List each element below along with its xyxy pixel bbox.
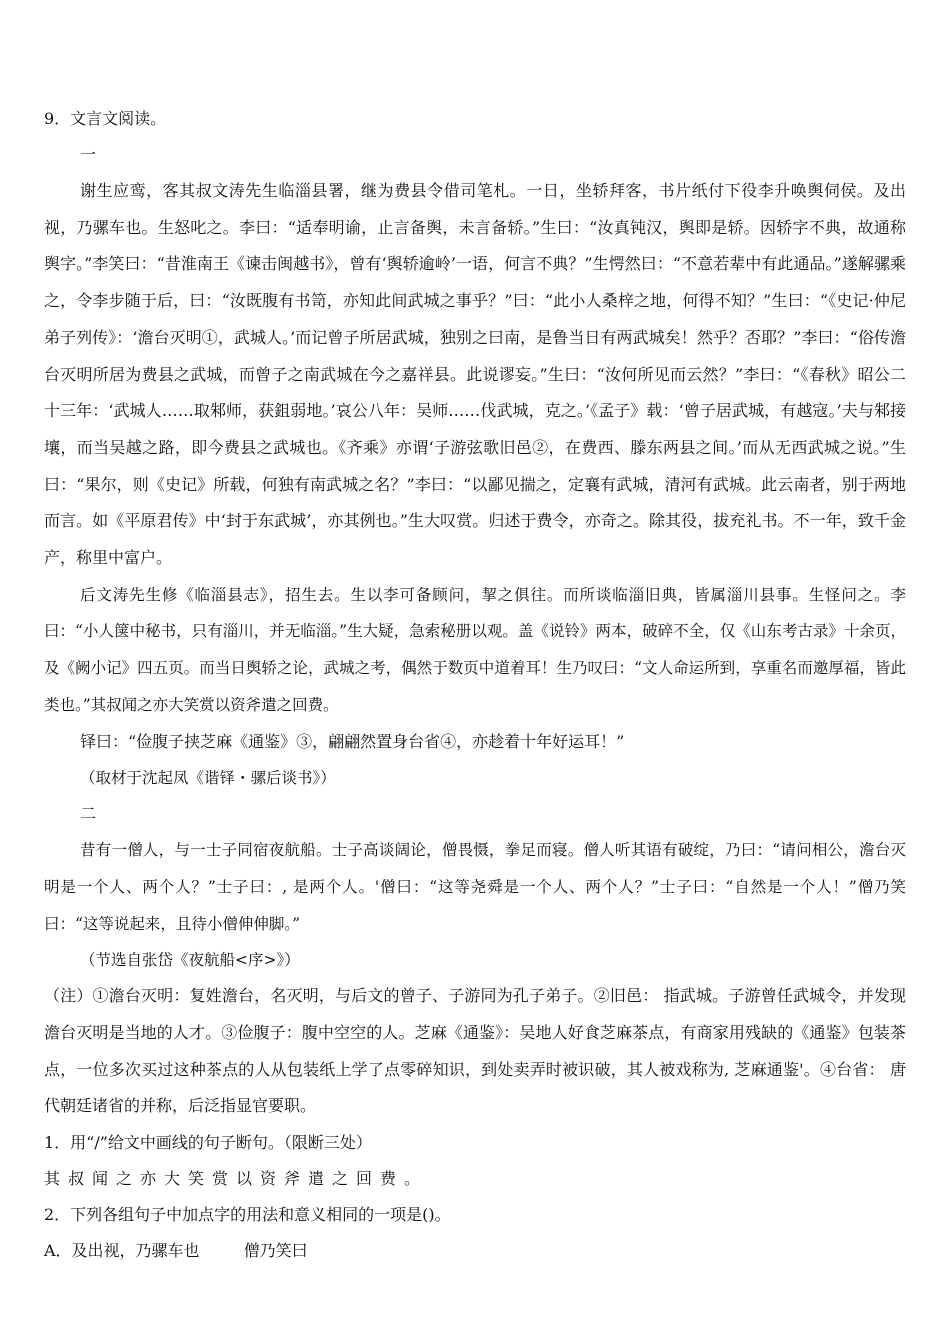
sub-question-1-sentence: 其叔闻之亦大笑赏以资斧遣之回费。 (44, 1169, 429, 1189)
option-a-first-sentence: A．及出视，乃骡车也 (44, 1241, 200, 1261)
part-two-marker: 二 (80, 804, 97, 824)
sub-question-1-prompt: 1．用“/”给文中画线的句子断句。（限断三处） (44, 1133, 372, 1153)
passage-one-paragraph-3: 铎曰：“俭腹子挟芝麻《通鉴》③，翩翩然置身台省④，亦趁着十年好运耳！” (80, 731, 625, 751)
passage-one-source: （取材于沈起凤《谐铎・骡后谈书》） (80, 769, 336, 788)
passage-one-paragraph-2: 后文涛先生修《临淄县志》，招生去。生以李可备顾问，挈之俱往。而所谈临淄旧典，皆属淄川县事。生怪问之。李曰：“小人箧中秘书，只有淄川，并无临淄。”生大疑，急索秘册以观。盖《说铃》两本，破碎不全，仅《山东考古录》十余页，及《阙小记》四五页。而当日舆轿之论，武城之考，偶然于数页中道着耳！生乃叹曰：“文人命运所到，享重名而邀厚福，皆此类也。”其叔闻之亦大笑赏以资斧遣之回费。 (44, 585, 906, 714)
passage-one-paragraph-1: 谢生应鸾，客其叔文涛先生临淄县署，继为费县令借司笔札。一日，坐轿拜客，书片纸付下役李升唤舆伺侯。及出视，乃骡车也。生怒叱之。李曰：“适奉明谕，止言备舆，未言备轿。”生曰：“汝真钝汉，舆即是轿。因轿字不典，故通称舆字。”李笑曰：“昔淮南王《谏击闽越书》，曾有‘舆轿逾岭’一语，何言不典？”生愕然曰：“不意若辈中有此通品。”遂解骡乘之，令李步随于后，曰：“汝既腹有书笥，亦知此间武城之事乎？”曰：“此小人桑梓之地，何得不知？”生曰：“《史记·仲尼弟子列传》：‘澹台灭明①，武城人。’而记曾子所居武城，独别之曰南，是鲁当日有两武城矣！然乎？否耶？”李曰：“俗传澹台灭明所居为费县之武城，而曾子之南武城在今之嘉祥县。此说谬妄。”生曰：“汝何所见而云然？”李曰：“《春秋》昭公二十三年：‘武城人……取邾师，获鉏弱地。’哀公八年：吴师……伐武城，克之。’《孟子》载：‘曾子居武城，有越寇。’夫与邾接壤，而当吴越之路，即今费县之武城也。《齐乘》亦谓‘子游弦歌旧邑②，在费西、滕东两县之间。’而从无西武城之说。”生曰：“果尔，则《史记》所载，何独有南武城之名？”李曰：“以鄙见揣之，定襄有武城，清河有武城。此云南者，别于两地而言。如《平原君传》中‘封于东武城’，亦其例也。”生大叹赏。归述于费令，亦奇之。除其役，拔充礼书。不一年，致千金产，称里中富户。 (44, 181, 906, 568)
question-heading: 9．文言文阅读。 (44, 109, 167, 128)
sub-question-2-prompt: 2．下列各组句子中加点字的用法和意义相同的一项是()。 (44, 1205, 451, 1225)
part-one-marker: 一 (80, 145, 97, 164)
annotation-notes: （注）①澹台灭明：复姓澹台，名灭明，与后文的曾子、子游同为孔子弟子。②旧邑： 指武城。子游曾任武城令，并发现澹台灭明是当地的人才。③俭腹子：腹中空空的人。芝麻《通鉴》：吴地人好食芝麻茶点，有商家用残缺的《通鉴》包装茶点，一位多次买过这种茶点的人从包装纸上学了点零碎知识，到处卖弄时被识破，其人被戏称为, 芝麻通鉴'。④台省： 唐代朝廷诸省的并称，后泛指显官要职。 (44, 986, 906, 1116)
passage-two-paragraph: 昔有一僧人，与一士子同宿夜航船。士子高谈阔论，僧畏慑，拳足而寝。僧人听其语有破绽，乃曰：“请问相公，澹台灭明是一个人、两个人？”士子曰：, 是两个人。'僧曰：“这等尧舜是一个人、两个人？”士子曰：“自然是一个人！”僧乃笑曰：“这等说起来，且待小僧伸伸脚。” (44, 841, 906, 933)
sub-question-2-option-a (44, 1233, 906, 1269)
option-a-second-sentence: 僧乃笑曰 (243, 1241, 308, 1261)
passage-two-source: （节选自张岱《夜航船<序>》） (80, 951, 300, 970)
